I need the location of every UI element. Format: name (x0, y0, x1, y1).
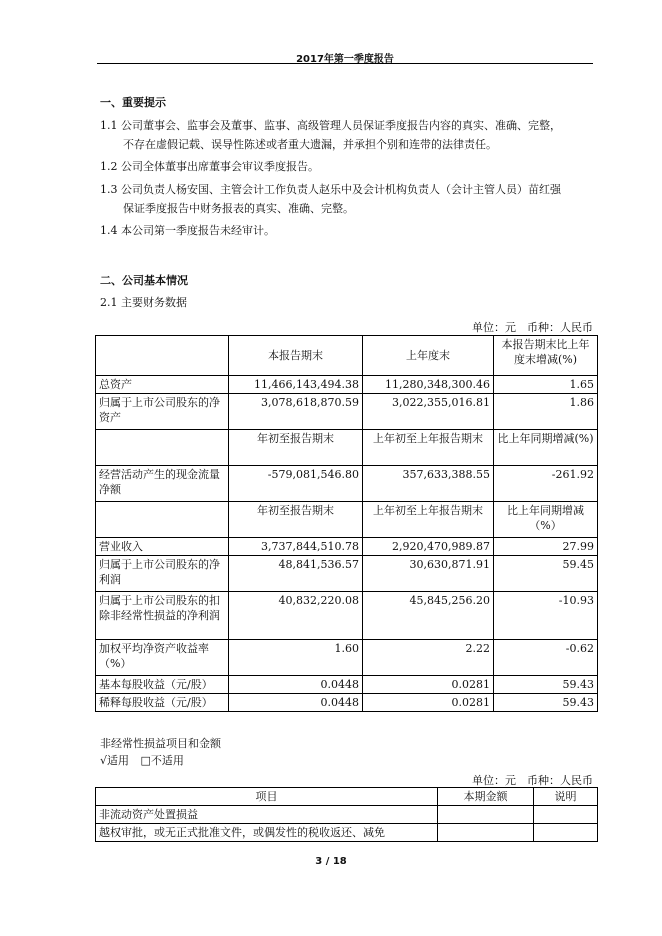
table-cell-empty (96, 502, 229, 538)
item-1-4: 1.4 本公司第一季度报告未经审计。 (100, 224, 275, 237)
table-head-cell: 本报告期末比上年度末增减(%) (494, 336, 598, 376)
unit-line-nonrecurring: 单位：元 币种：人民币 (472, 774, 593, 787)
table-row (96, 376, 598, 394)
table-cell: -0.62 (494, 640, 598, 676)
table-head-cell: 上年初至上年报告期末 (363, 430, 494, 466)
table-cell: 1.60 (229, 640, 363, 676)
table-cell: 1.65 (494, 376, 598, 394)
table-row (96, 592, 598, 640)
table-row-label: 稀释每股收益（元/股） (96, 694, 229, 712)
table-head-cell: 本期金额 (438, 788, 534, 806)
table-head-cell: 年初至报告期末 (229, 430, 363, 466)
table-cell: 2,920,470,989.87 (363, 538, 494, 556)
table-cell-empty (438, 824, 534, 842)
table-cell: 45,845,256.20 (363, 592, 494, 640)
table-cell: 0.0281 (363, 694, 494, 712)
table-row (96, 556, 598, 592)
table-row-label: 总资产 (96, 376, 229, 394)
table-cell: 1.86 (494, 394, 598, 430)
applicability-line (100, 751, 600, 770)
table-cell: 0.0281 (363, 676, 494, 694)
table-cell: 3,022,355,016.81 (363, 394, 494, 430)
table-head-cell: 本报告期末 (229, 336, 363, 376)
table-cell: 40,832,220.08 (229, 592, 363, 640)
item-1-1-line2: 不存在虚假记载、误导性陈述或者重大遗漏，并承担个别和连带的法律责任。 (123, 138, 497, 151)
table-head-row-2 (96, 430, 598, 466)
table-row (96, 806, 598, 824)
table-cell: 357,633,388.55 (363, 466, 494, 502)
subsection-financial-title: 2.1 主要财务数据 (100, 296, 187, 309)
table-cell-empty (96, 336, 229, 376)
table-cell: 0.0448 (229, 694, 363, 712)
table-row (96, 466, 598, 502)
table-head-cell: 比上年同期增减（%） (494, 502, 598, 538)
table-head-row-1 (96, 336, 598, 376)
item-1-2: 1.2 公司全体董事出席董事会审议季度报告。 (100, 160, 319, 173)
table-row-label: 归属于上市公司股东的净资产 (96, 394, 229, 430)
table-row-label: 加权平均净资产收益率（%） (96, 640, 229, 676)
table-row (96, 676, 598, 694)
table-row (96, 824, 598, 842)
table-cell: 48,841,536.57 (229, 556, 363, 592)
table-cell: 27.99 (494, 538, 598, 556)
table-row-label: 经营活动产生的现金流量净额 (96, 466, 229, 502)
table-cell-empty (96, 430, 229, 466)
table-cell: 59.45 (494, 556, 598, 592)
table-head-cell: 上年初至上年报告期末 (363, 502, 494, 538)
table-head-cell: 上年度末 (363, 336, 494, 376)
nonrecurring-title: 非经常性损益项目和金额 (100, 737, 221, 750)
table-cell: 0.0448 (229, 676, 363, 694)
table-cell: 11,466,143,494.38 (229, 376, 363, 394)
table-cell: 59.43 (494, 694, 598, 712)
item-1-3-line2: 保证季度报告中财务报表的真实、准确、完整。 (123, 202, 354, 215)
table-head-cell: 项目 (96, 788, 438, 806)
table-row (96, 538, 598, 556)
table-head-row-3 (96, 502, 598, 538)
table-cell: 30,630,871.91 (363, 556, 494, 592)
table-row-label: 归属于上市公司股东的扣除非经常性损益的净利润 (96, 592, 229, 640)
table-row (96, 694, 598, 712)
not-applicable-unchecked: □不适用 (140, 754, 184, 767)
table-head-cell: 说明 (534, 788, 598, 806)
table-cell: 59.43 (494, 676, 598, 694)
table-cell-empty (534, 824, 598, 842)
table-cell: -261.92 (494, 466, 598, 502)
page-header-title: 2017年第一季度报告 (296, 54, 394, 65)
table-cell-empty (534, 806, 598, 824)
unit-line-financial: 单位：元 币种：人民币 (472, 321, 593, 334)
item-1-1 (100, 116, 600, 154)
item-1-1-line1: 1.1 公司董事会、监事会及董事、监事、高级管理人员保证季度报告内容的真实、准确、完整， (100, 119, 561, 132)
table-row-label: 归属于上市公司股东的净利润 (96, 556, 229, 592)
table-row (96, 640, 598, 676)
table-cell: -10.93 (494, 592, 598, 640)
header-rule (97, 63, 593, 64)
table-cell: 3,078,618,870.59 (229, 394, 363, 430)
table-head-cell: 年初至报告期末 (229, 502, 363, 538)
section-important-title: 一、重要提示 (100, 96, 166, 109)
page-number: 3 / 18 (315, 856, 347, 867)
table-row-label: 非流动资产处置损益 (96, 806, 438, 824)
table-cell: -579,081,546.80 (229, 466, 363, 502)
table-row-label: 越权审批，或无正式批准文件，或偶发性的税收返还、减免 (96, 824, 438, 842)
table-head-cell: 比上年同期增减(%) (494, 430, 598, 466)
table-row (96, 394, 598, 430)
table-cell-empty (438, 806, 534, 824)
table-head-row (96, 788, 598, 806)
item-1-3-line1: 1.3 公司负责人杨安国、主管会计工作负责人赵乐中及会计机构负责人（会计主管人员）苗红强 (100, 183, 561, 196)
applicable-checked: √适用 (100, 754, 130, 767)
table-cell: 2.22 (363, 640, 494, 676)
table-cell: 3,737,844,510.78 (229, 538, 363, 556)
table-row-label: 基本每股收益（元/股） (96, 676, 229, 694)
table-cell: 11,280,348,300.46 (363, 376, 494, 394)
item-1-3 (100, 180, 600, 218)
nonrecurring-table (95, 787, 598, 842)
table-row-label: 营业收入 (96, 538, 229, 556)
financial-data-table (95, 335, 598, 712)
section-basic-title: 二、公司基本情况 (100, 274, 188, 287)
